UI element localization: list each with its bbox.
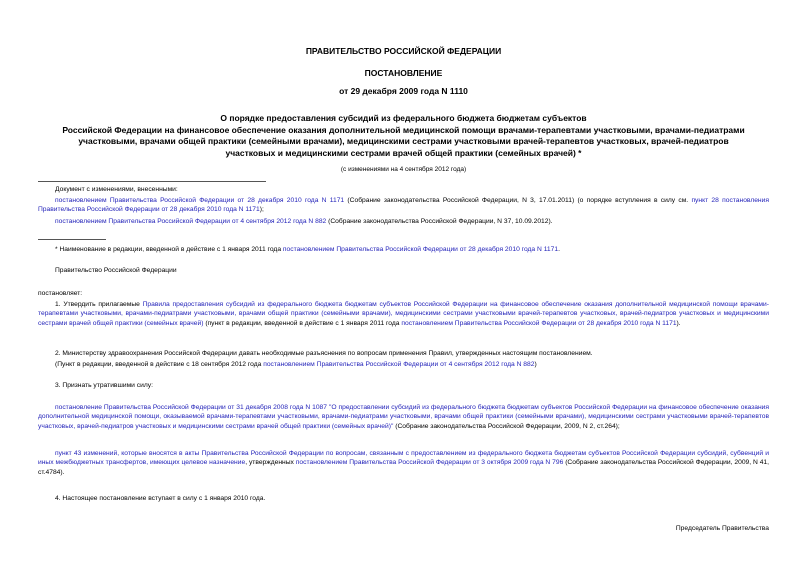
paragraph-3: 3. Признать утратившими силу: xyxy=(55,382,153,389)
changes-intro: Документ с изменениями, внесенными: xyxy=(55,186,178,193)
divider xyxy=(38,181,266,182)
paragraph-1: 1. Утвердить прилагаемые Правила предоставления субсидий из федерального бюджета бюджетам субъектов Российской Федерации на финансовое обеспечение оказания дополнительной медицинской помощи врачами-терапевтами участковыми, врачами-педиатрами участковыми, врачами общей практики (семейными врачами), медицинскими сестрами участковыми врачей-терапевтов участковых, врачей-педиатров участковых и медицинскими сестрами врачей общей практики (семейных врачей) (пункт в редакции, введенной в действие с 1 января 2011 года постановлением Правительства Российской Федерации от 28 декабря 2010 года N 1171). xyxy=(38,301,769,327)
title-line: Российской Федерации на финансовое обеспечение оказания дополнительной медицинской помощи врачами-терапевтами участковыми, врачами-педиатрами xyxy=(62,124,745,135)
paragraph-2: 2. Министерству здравоохранения Российской Федерации давать необходимые разъяснения по вопросам применения Правил, утвержденных настоящим постановлением. xyxy=(55,350,593,357)
footnote: * Наименование в редакции, введенной в действие с 1 января 2011 года постановлением Правительства Российской Федерации от 28 декабря 2010 года N 1171. xyxy=(55,246,560,253)
title-line: О порядке предоставления субсидий из федерального бюджета бюджетам субъектов xyxy=(220,113,587,123)
title-line: участковыми, врачами общей практики (семейными врачами), медицинскими сестрами участковыми врачей-терапевтов участковых, врачей-педиатров xyxy=(78,136,729,146)
link-decree-1087[interactable]: постановление Правительства Российской Федерации от 31 декабря 2008 года N 1087 "О предоставлении субсидий из федерального бюджета бюджетам субъектов Российской Федерации на финансовое обеспечение оказания дополнительной медицинской помощи, оказываемой врачами-терапевтами участковыми, врачами-педиатрами участковыми, врачами общей практики (семейными врачами), медицинскими сестрами участковыми врачей-терапевтов участковых, врачей-педиатров участковых и медицинскими сестрами врачей общей практики (семейных врачей)" xyxy=(38,404,769,430)
document-type: ПОСТАНОВЛЕНИЕ xyxy=(364,68,443,78)
title-line: участковых и медицинскими сестрами врачей общей практики (семейных врачей) * xyxy=(225,147,582,158)
resolves-line: постановляет: xyxy=(38,290,83,297)
paragraph-4: 4. Настоящее постановление вступает в силу с 1 января 2010 года. xyxy=(55,495,266,502)
changes-note: (с изменениями на 4 сентября 2012 года) xyxy=(340,166,467,173)
change-item-2: постановлением Правительства Российской Федерации от 4 сентября 2012 года N 882 (Собрание законодательства Российской Федерации, N 37, 10.09.2012). xyxy=(55,218,553,225)
footnote-divider xyxy=(38,239,106,240)
link-point-28[interactable]: пункт 28 постановления Правительства Российской Федерации от 28 декабря 2010 года N 1171 xyxy=(38,197,769,214)
document-title xyxy=(0,113,807,159)
paragraph-3a: постановление Правительства Российской Федерации от 31 декабря 2008 года N 1087 "О предоставлении субсидий из федерального бюджета бюджетам субъектов Российской Федерации на финансовое обеспечение оказания дополнительной медицинской помощи, оказываемой врачами-терапевтами участковыми, врачами-педиатрами участковыми, врачами общей практики (семейными врачами), медицинскими сестрами участковыми врачей-терапевтов участковых, врачей-педиатров участковых и медицинскими сестрами врачей общей практики (семейных врачей)" (Собрание законодательства Российской Федерации, 2009, N 2, ст.264); xyxy=(38,404,769,430)
link-change-1171[interactable]: постановлением Правительства Российской Федерации от 28 декабря 2010 года N 1171 xyxy=(55,197,345,204)
link-footnote-1171[interactable]: постановлением Правительства Российской Федерации от 28 декабря 2010 года N 1171 xyxy=(282,246,559,253)
document-date-number: от 29 декабря 2009 года N 1110 xyxy=(339,86,468,96)
paragraph-3b: пункт 43 изменений, которые вносятся в акты Правительства Российской Федерации по вопросам, связанным с предоставлением из федерального бюджета бюджетам субъектов Российской Федерации субсидий, субвенций и иных межбюджетных трансфертов, имеющих целевое назначение, утвержденных постановлением Правительства Российской Федерации от 3 октября 2009 года N 796 (Собрание законодательства Российской Федерации, 2009, N 41, ст.4784). xyxy=(38,450,770,476)
link-p2-882[interactable]: постановлением Правительства Российской Федерации от 4 сентября 2012 года N 882 xyxy=(263,361,535,368)
link-p1-1171[interactable]: постановлением Правительства Российской Федерации от 28 декабря 2010 года N 1171 xyxy=(401,319,677,327)
paragraph-2-note: (Пункт в редакции, введенной в действие с 18 сентября 2012 года постановлением Правительства Российской Федерации от 4 сентября 2012 года N 882) xyxy=(55,361,537,368)
signature: Председатель Правительства xyxy=(675,525,769,532)
change-item-1: постановлением Правительства Российской Федерации от 28 декабря 2010 года N 1171 (Собрание законодательства Российской Федерации, N 3, 17.01.2011) (о порядке вступления в силу см. пункт 28 постановления Правительства Российской Федерации от 28 декабря 2010 года N 1171); xyxy=(38,197,769,214)
link-decree-796[interactable]: постановлением Правительства Российской Федерации от 3 октября 2009 года N 796 xyxy=(295,459,564,467)
link-change-882[interactable]: постановлением Правительства Российской Федерации от 4 сентября 2012 года N 882 xyxy=(55,218,327,225)
link-rules[interactable]: Правила предоставления субсидий из федерального бюджета бюджетам субъектов Российской Федерации на финансовое обеспечение оказания дополнительной медицинской помощи врачами-терапевтами участковыми, врачами-педиатрами участковыми, врачами общей практики (семейными врачами), медицинскими сестрами участковыми врачей-терапевтов участковых, врачей-педиатров участковых и медицинскими сестрами врачей общей практики (семейных врачей) xyxy=(38,301,769,327)
government-title: ПРАВИТЕЛЬСТВО РОССИЙСКОЙ ФЕДЕРАЦИИ xyxy=(305,46,502,56)
link-point-43[interactable]: пункт 43 изменений, которые вносятся в акты Правительства Российской Федерации по вопросам, связанным с предоставлением из федерального бюджета бюджетам субъектов Российской Федерации субсидий, субвенций и иных межбюджетных трансфертов, имеющих целевое назначение xyxy=(38,450,769,467)
government-line: Правительство Российской Федерации xyxy=(55,267,177,274)
